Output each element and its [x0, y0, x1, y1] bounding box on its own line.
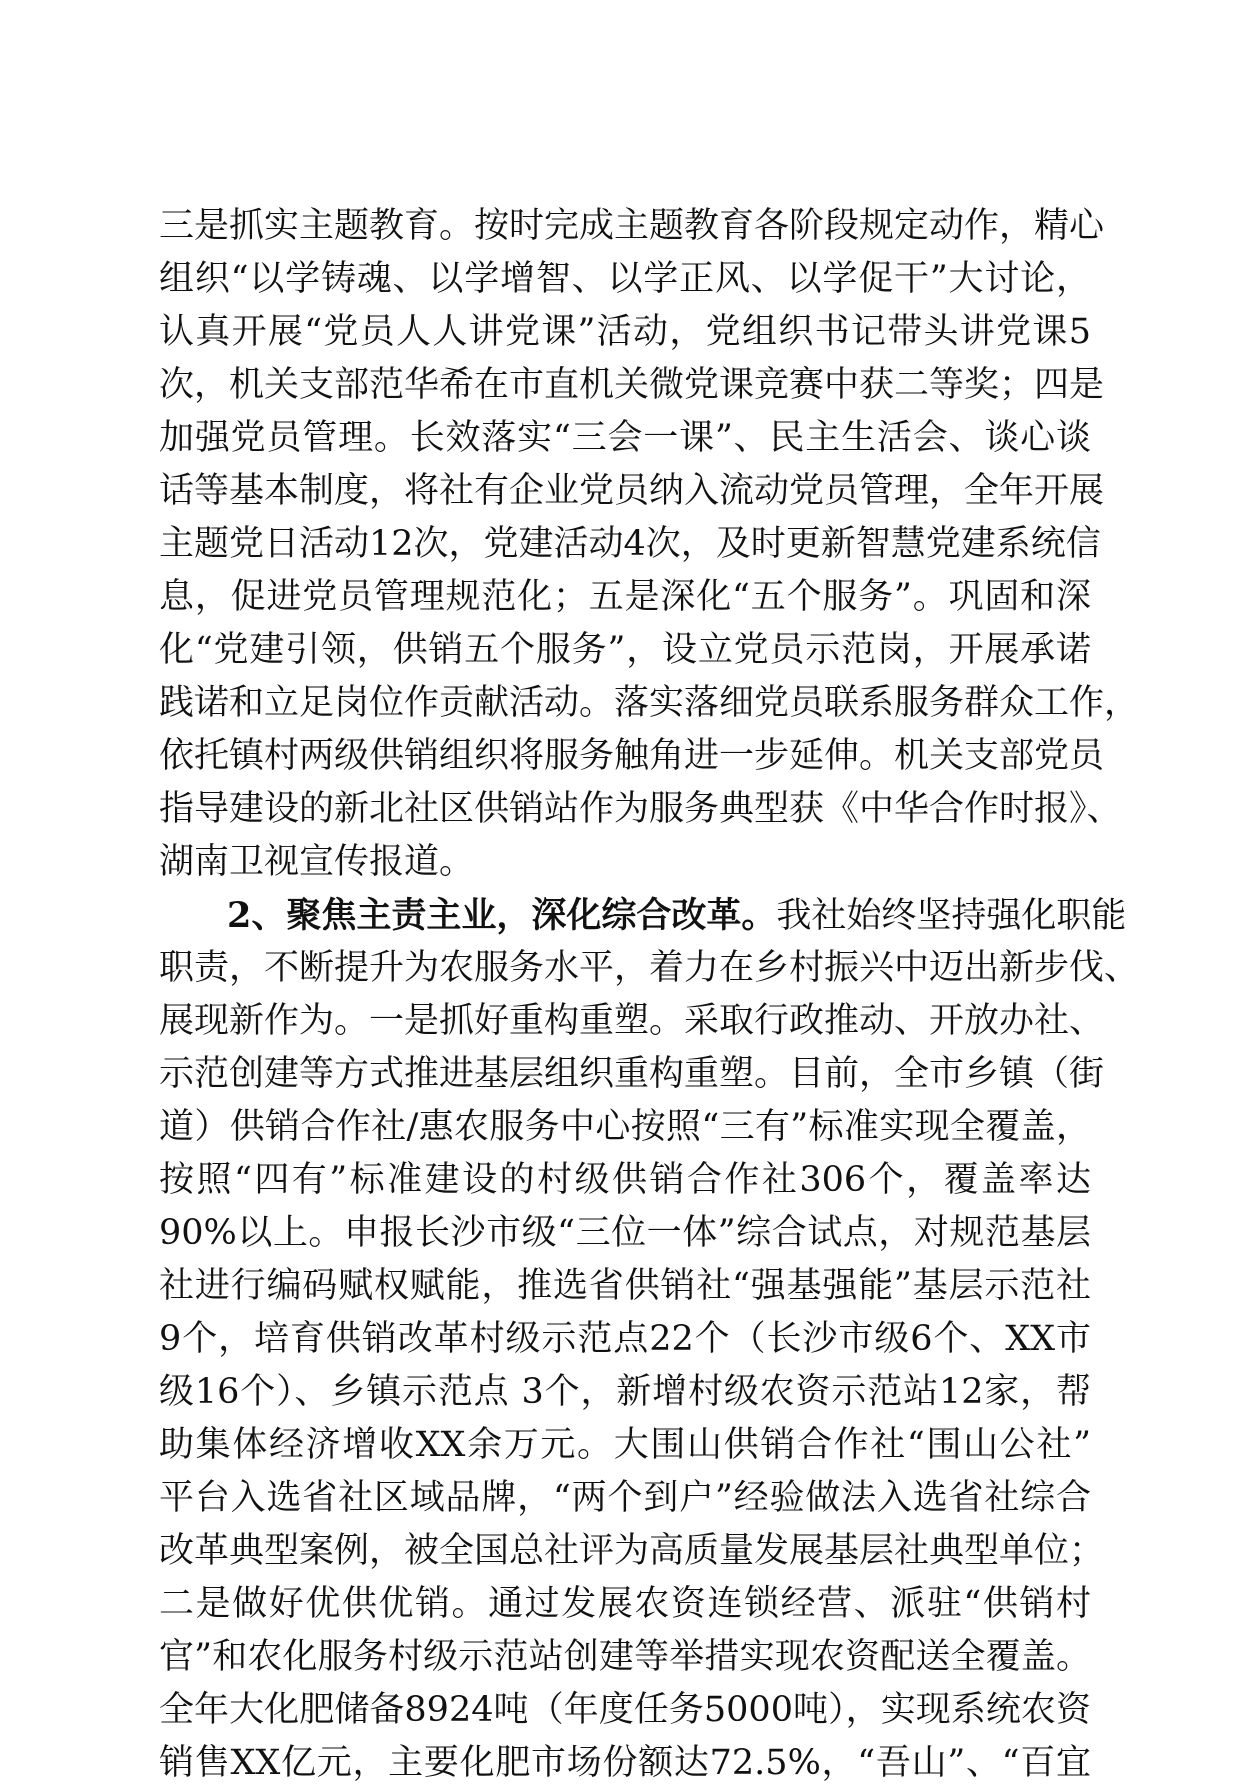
text-line: 改革典型案例，被全国总社评为高质量发展基层社典型单位；: [159, 1531, 1105, 1571]
text-line: 平台入选省社区域品牌，“两个到户”经验做法入选省社综合: [159, 1478, 1091, 1518]
text-line: 官”和农化服务村级示范站创建等举措实现农资配送全覆盖。: [159, 1637, 1091, 1677]
text-line: 按照“四有”标准建设的村级供销合作社306个，覆盖率达: [159, 1160, 1091, 1200]
text-line: 认真开展“党员人人讲党课”活动，党组织书记带头讲党课5: [159, 312, 1091, 352]
section-2-first-line-text: 我社始终坚持强化职能: [776, 896, 1127, 936]
text-line: 示范创建等方式推进基层组织重构重塑。目前，全市乡镇（街: [159, 1054, 1105, 1094]
text-line: 指导建设的新北社区供销站作为服务典型获《中华合作时报》、: [159, 789, 1122, 829]
text-line: 次，机关支部范华希在市直机关微党课竞赛中获二等奖；四是: [159, 365, 1105, 405]
text-line: 级16个）、乡镇示范点 3个，新增村级农资示范站12家，帮: [159, 1372, 1091, 1412]
text-line: 二是做好优供优销。通过发展农资连锁经营、派驻“供销村: [159, 1584, 1091, 1624]
text-line: 依托镇村两级供销组织将服务触角进一步延伸。机关支部党员: [159, 736, 1105, 776]
text-line: 9个，培育供销改革村级示范点22个（长沙市级6个、XX市: [159, 1319, 1091, 1359]
text-line: 话等基本制度，将社有企业党员纳入流动党员管理，全年开展: [159, 471, 1105, 511]
text-line: 湖南卫视宣传报道。: [159, 842, 475, 882]
text-line: 道）供销合作社/惠农服务中心按照“三有”标准实现全覆盖，: [159, 1107, 1091, 1147]
text-line: 加强党员管理。长效落实“三会一课”、民主生活会、谈心谈: [159, 418, 1091, 458]
text-line: 销售XX亿元，主要化肥市场份额达72.5%，“吾山”、“百宜: [159, 1743, 1091, 1783]
text-line: 90%以上。申报长沙市级“三位一体”综合试点，对规范基层: [159, 1213, 1091, 1253]
text-line: 三是抓实主题教育。按时完成主题教育各阶段规定动作，精心: [159, 206, 1105, 246]
text-line: 社进行编码赋权赋能，推选省供销社“强基强能”基层示范社: [159, 1266, 1091, 1306]
section-2-first-line: [159, 889, 1127, 942]
text-line: 化“党建引领，供销五个服务”，设立党员示范岗，开展承诺: [159, 630, 1091, 670]
document-body: [159, 200, 1140, 1790]
text-line: 职责，不断提升为农服务水平，着力在乡村振兴中迈出新步伐、: [159, 948, 1140, 988]
text-line: 助集体经济增收XX余万元。大围山供销合作社“围山公社”: [159, 1425, 1091, 1465]
text-line: 践诺和立足岗位作贡献活动。落实落细党员联系服务群众工作，: [159, 683, 1140, 723]
text-line: 全年大化肥储备8924吨（年度任务5000吨），实现系统农资: [159, 1690, 1091, 1730]
section-2-heading: 2、聚焦主责主业，深化综合改革。: [227, 895, 777, 936]
text-line: 息，促进党员管理规范化；五是深化“五个服务”。巩固和深: [159, 577, 1091, 617]
text-line: 主题党日活动12次，党建活动4次，及时更新智慧党建系统信: [159, 524, 1101, 564]
text-line: 展现新作为。一是抓好重构重塑。采取行政推动、开放办社、: [159, 1001, 1105, 1041]
text-line: 组织“以学铸魂、以学增智、以学正风、以学促干”大讨论，: [159, 259, 1091, 299]
